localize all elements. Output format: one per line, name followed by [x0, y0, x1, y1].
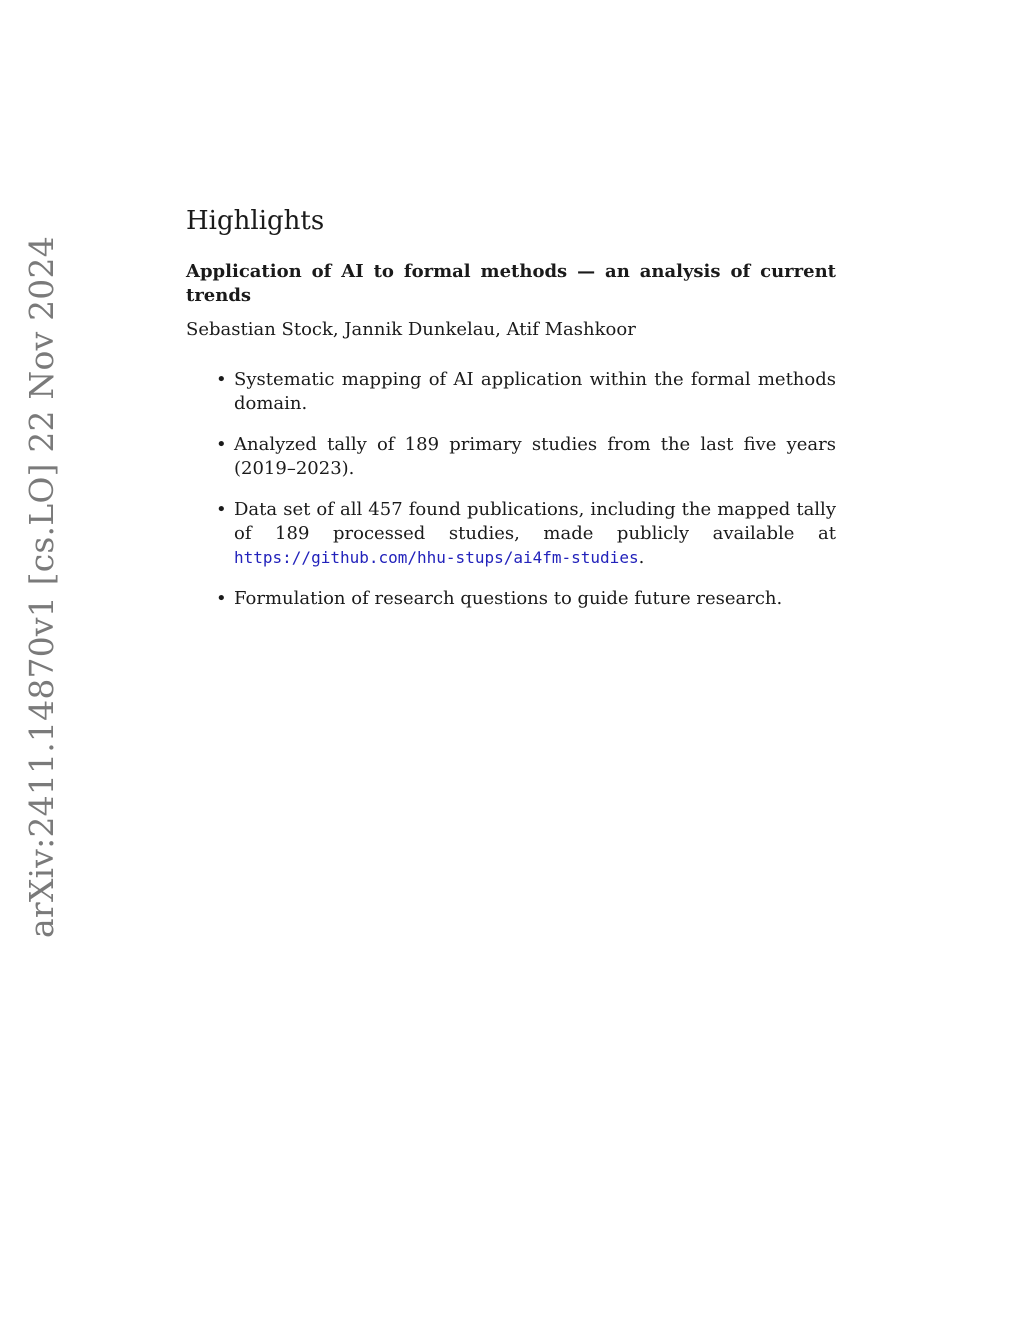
highlights-page — [186, 204, 836, 628]
list-item — [186, 433, 836, 481]
highlight-text: Systematic mapping of AI application within the formal methods domain. — [234, 369, 836, 414]
dataset-link[interactable]: https://github.com/hhu-stups/ai4fm-studies — [234, 548, 639, 567]
paper-title: Application of AI to formal methods — an analysis of current trends — [186, 261, 836, 306]
bullet-marker: • — [216, 588, 227, 609]
arxiv-stamp: arXiv:2411.14870v1 [cs.LO] 22 Nov 2024 — [22, 236, 61, 938]
bullet-marker: • — [216, 369, 227, 390]
page-heading: Highlights — [186, 206, 325, 236]
list-item — [186, 368, 836, 416]
highlight-text-end: . — [638, 547, 645, 568]
bullet-marker: • — [216, 434, 227, 455]
list-item — [186, 587, 836, 611]
highlight-text: Formulation of research questions to guide future research. — [234, 588, 783, 609]
bullet-marker: • — [216, 499, 227, 520]
author-list: Sebastian Stock, Jannik Dunkelau, Atif Mashkoor — [186, 319, 636, 340]
highlight-text: Data set of all 457 found publications, including the mapped tally of 189 processed studies, made publicly available at — [234, 499, 836, 544]
list-item — [186, 498, 836, 570]
highlights-list — [186, 368, 836, 611]
highlight-text: Analyzed tally of 189 primary studies from the last five years (2019–2023). — [234, 434, 836, 479]
